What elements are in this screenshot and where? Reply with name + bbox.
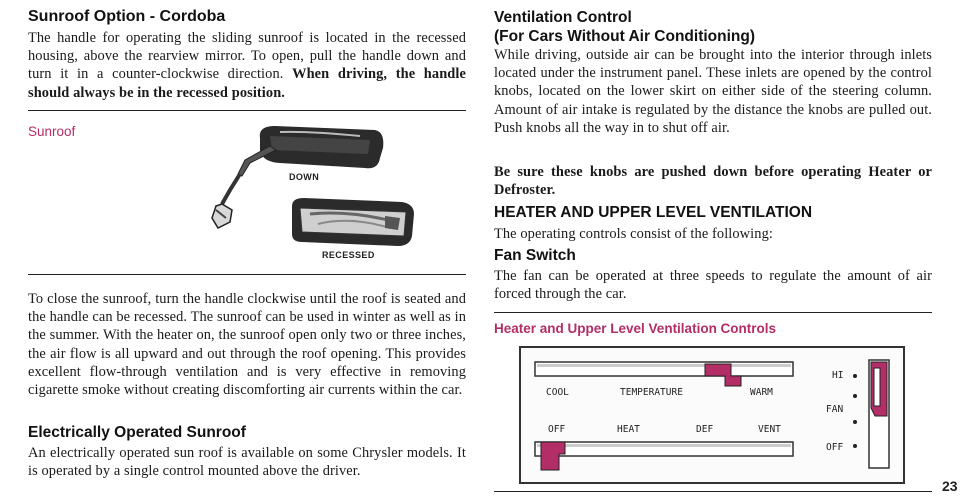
ventilation-heading-line2: (For Cars Without Air Conditioning): [494, 28, 756, 45]
heat-label: HEAT: [617, 424, 640, 435]
fan-hi-label: HI: [832, 370, 844, 381]
def-label: DEF: [696, 424, 714, 435]
sunroof-figure-caption: Sunroof: [28, 124, 76, 139]
fan-switch-heading: Fan Switch: [494, 247, 576, 264]
sunroof-option-warning: When driving, the handle should always be in the recessed position.: [28, 66, 466, 101]
electric-sunroof-heading: Electrically Operated Sunroof: [28, 424, 246, 441]
ventilation-heading: [494, 8, 755, 46]
cool-label: COOL: [546, 387, 569, 398]
off-label: OFF: [548, 424, 566, 435]
electric-sunroof-body: An electrically operated sun roof is available on some Chrysler models. It is operated by a single control mounted above the driver.: [28, 445, 466, 480]
control-panel-graphics: [519, 346, 905, 484]
sunroof-option-heading: Sunroof Option - Cordoba: [28, 8, 226, 25]
temperature-label: TEMPERATURE: [620, 387, 683, 398]
fan-off-label: OFF: [826, 442, 844, 453]
controls-figure-caption: Heater and Upper Level Ventilation Controls: [494, 321, 777, 336]
fan-switch-body: The fan can be operated at three speeds to regulate the amount of air forced through the car.: [494, 268, 932, 303]
sunroof-option-body: [28, 29, 466, 102]
divider: [28, 110, 466, 111]
vent-label: VENT: [758, 424, 781, 435]
ventilation-warning: Be sure these knobs are pushed down before operating Heater or Defroster.: [494, 164, 932, 199]
warm-label: WARM: [750, 387, 773, 398]
page-number: 23: [942, 478, 958, 494]
divider: [494, 491, 932, 492]
fan-label: FAN: [826, 404, 844, 415]
heater-body: The operating controls consist of the following:: [494, 226, 773, 242]
heater-heading: HEATER AND UPPER LEVEL VENTILATION: [494, 204, 813, 221]
down-label: DOWN: [289, 172, 320, 182]
recessed-label: RECESSED: [322, 250, 375, 260]
sunroof-handle-illustration: [200, 118, 460, 268]
divider: [28, 274, 466, 275]
divider: [494, 312, 932, 313]
ventilation-body: While driving, outside air can be brought into the interior through inlets located under the instrument panel. These inlets are opened by the control knobs, located on the lower skirt on either side of the steering column. Amount of air intake is regulated by the distance the knobs are pulled out. Push knobs all the way in to shut off air.: [494, 47, 932, 136]
close-sunroof-paragraph: To close the sunroof, turn the handle clockwise until the roof is seated and the handle can be recessed. The sunroof can be used in winter as well as in the summer. With the heater on, the sunroof open only two or three inches, the air flow is all upward and out through the roof opening. This provides excellent flow-through ventilation and is very effective in removing cigarette smoke without creating discomforting air currents within the car.: [28, 291, 466, 399]
sunroof-option-text: The handle for operating the sliding sunroof is located in the recessed housing, above the rearview mirror. To open, pull the handle down and turn it in a counter-clockwise direction.: [28, 30, 466, 83]
ventilation-heading-line1: Ventilation Control: [494, 9, 632, 26]
